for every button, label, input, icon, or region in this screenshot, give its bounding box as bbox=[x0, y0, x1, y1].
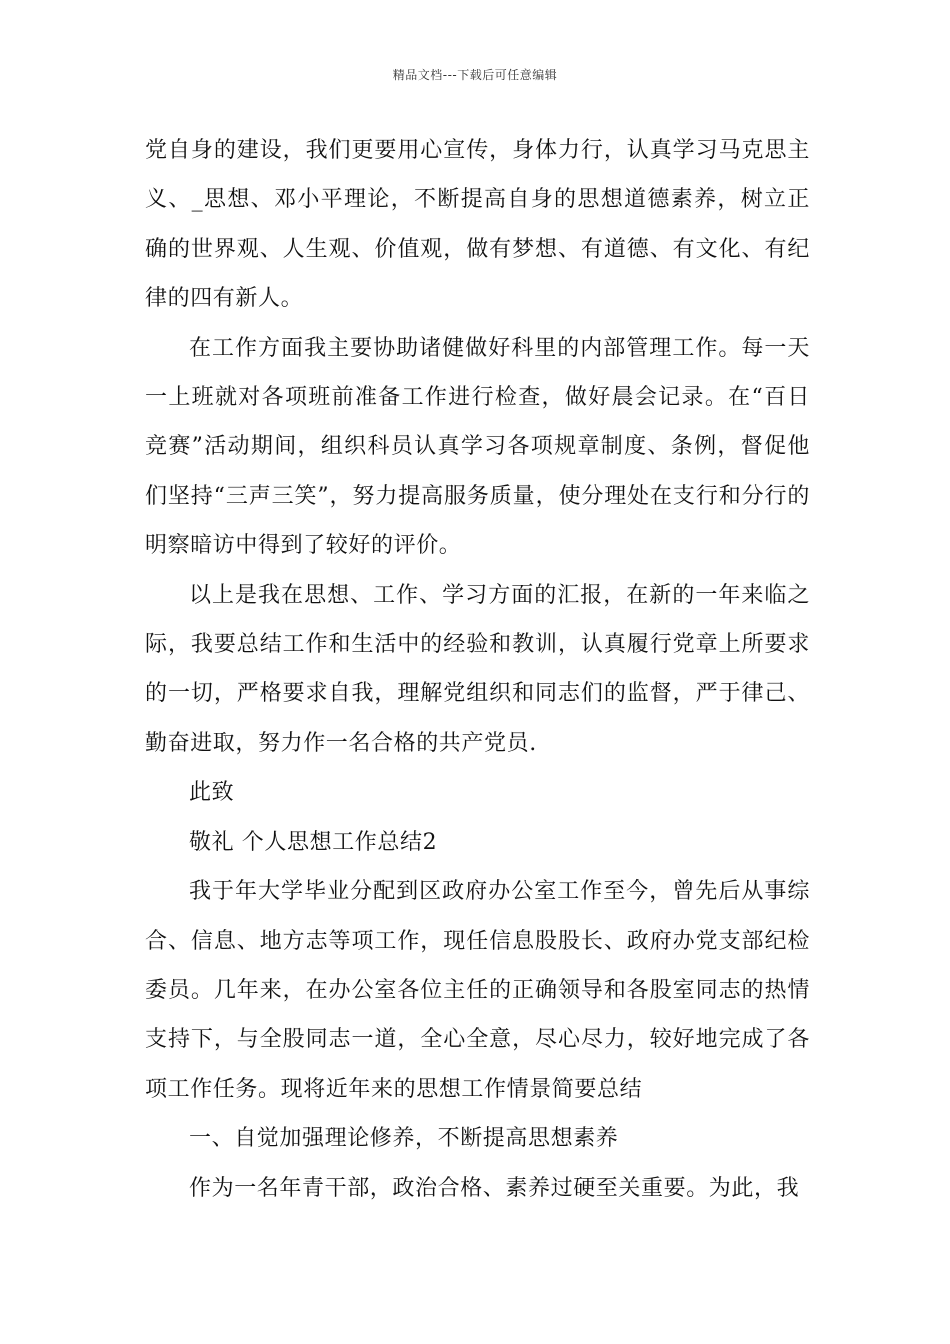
paragraph-intro: 我于年大学毕业分配到区政府办公室工作至今，曾先后从事综合、信息、地方志等项工作，现任信息股股长、政府办党支部纪检委员。几年来，在办公室各位主任的正确领导和各股室同志的热情支持下，与全股同志一道，全心全意，尽心尽力，较好地完成了各项工作任务。现将近年来的思想工作情景简要总结 bbox=[145, 879, 810, 1102]
paragraph-theory: 作为一名年青干部，政治合格、素养过硬至关重要。为此，我 bbox=[189, 1175, 800, 1201]
section-heading: 一、自觉加强理论修养，不断提高思想素养 bbox=[189, 1126, 619, 1152]
page-header: 精品文档---下载后可任意编辑 bbox=[392, 68, 558, 82]
paragraph-continuation: 党自身的建设，我们更要用心宣传，身体力行，认真学习马克思主义、_思想、邓小平理论，不断提高自身的思想道德素养，树立正确的世界观、人生观、价值观，做有梦想、有道德、有文化、有纪律的四有新人。 bbox=[145, 138, 810, 312]
section-title: 敬礼 个人思想工作总结2 bbox=[189, 829, 438, 855]
paragraph-summary: 以上是我在思想、工作、学习方面的汇报，在新的一年来临之际，我要总结工作和生活中的经验和教训，认真履行党章上所要求的一切，严格要求自我，理解党组织和同志们的监督，严于律己、勤奋进取，努力作一名合格的共产党员. bbox=[145, 582, 810, 756]
closing-salutation: 此致 bbox=[189, 780, 235, 806]
document-body bbox=[145, 126, 810, 1213]
paragraph-work: 在工作方面我主要协助诸健做好科里的内部管理工作。每一天一上班就对各项班前准备工作进行检查，做好晨会记录。在“百日竞赛”活动期间，组织科员认真学习各项规章制度、条例，督促他们坚持“三声三笑”，努力提高服务质量，使分理处在支行和分行的明察暗访中得到了较好的评价。 bbox=[145, 335, 810, 559]
